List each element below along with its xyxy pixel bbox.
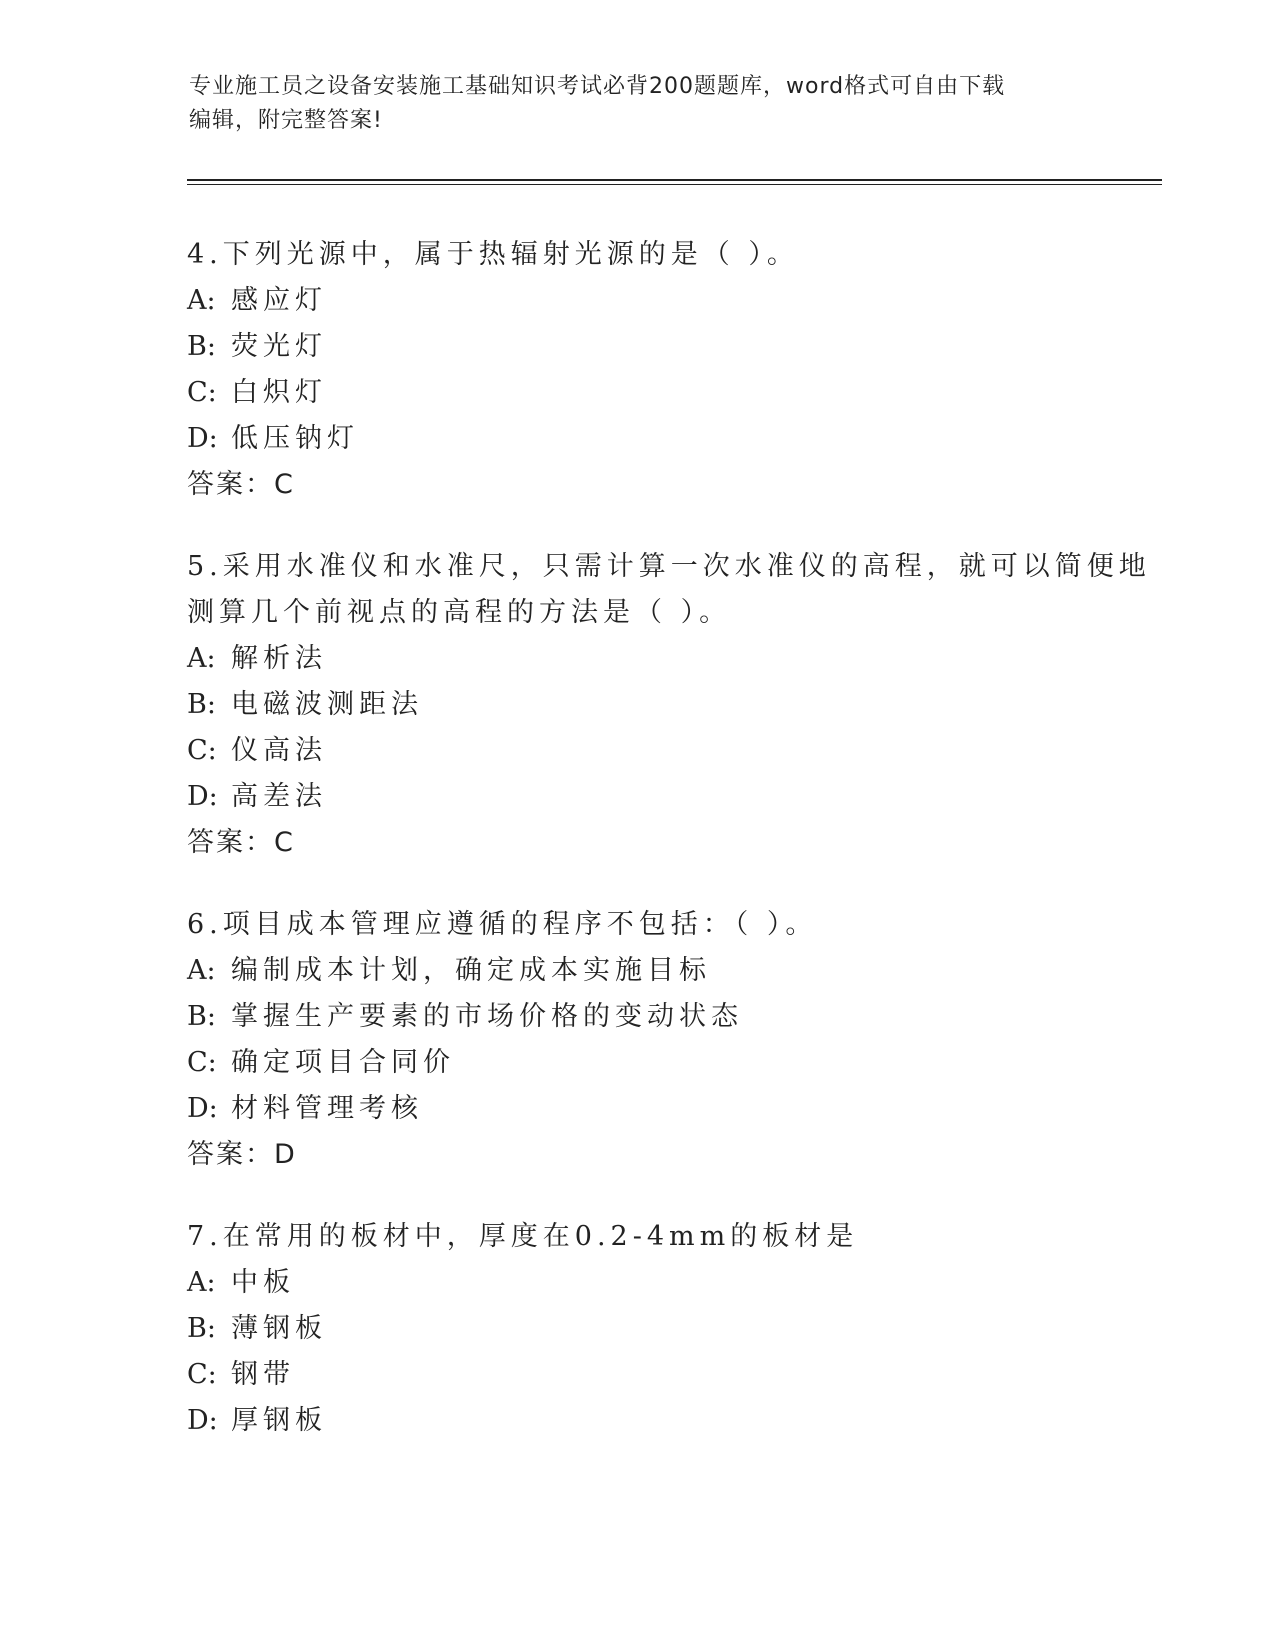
option-text: 解析法 (231, 643, 327, 674)
option-a (187, 948, 1087, 994)
question-4 (187, 232, 1087, 508)
option-letter: A: (187, 1267, 216, 1298)
option-a (187, 278, 1087, 324)
option-b (187, 1306, 1087, 1352)
option-letter: C: (187, 377, 217, 408)
option-letter: A: (187, 955, 216, 986)
answer-line: 答案：D (187, 1139, 297, 1170)
question-5 (187, 544, 1151, 866)
option-letter: D: (187, 1405, 218, 1436)
question-6 (187, 902, 1087, 1178)
answer-line: 答案：C (187, 827, 295, 858)
question-stem (187, 1214, 1087, 1260)
header-divider-top (187, 179, 1162, 181)
option-c (187, 728, 1087, 774)
option-d (187, 1398, 1087, 1444)
option-b (187, 324, 1087, 370)
option-letter: D: (187, 423, 218, 454)
question-stem-line: 7.在常用的板材中，厚度在0.2-4mm的板材是 (187, 1221, 859, 1252)
answer-line: 答案：C (187, 469, 295, 500)
option-text: 厚钢板 (231, 1405, 327, 1436)
question-list (187, 232, 1151, 1480)
option-d (187, 774, 1087, 820)
document-header (189, 70, 1089, 138)
question-7 (187, 1214, 1087, 1444)
question-stem-line: 4.下列光源中，属于热辐射光源的是（ ）。 (187, 239, 799, 270)
option-letter: D: (187, 781, 218, 812)
option-c (187, 1352, 1087, 1398)
option-text: 白炽灯 (231, 377, 327, 408)
option-letter: C: (187, 1359, 217, 1390)
option-letter: B: (187, 1313, 216, 1344)
option-letter: C: (187, 735, 217, 766)
option-c (187, 1040, 1087, 1086)
option-text: 低压钠灯 (231, 423, 359, 454)
option-letter: C: (187, 1047, 217, 1078)
option-text: 荧光灯 (231, 331, 327, 362)
option-text: 中板 (231, 1267, 295, 1298)
header-divider-bottom (187, 184, 1162, 185)
option-text: 感应灯 (231, 285, 327, 316)
option-letter: B: (187, 1001, 216, 1032)
option-text: 钢带 (231, 1359, 295, 1390)
option-a (187, 1260, 1087, 1306)
option-text: 材料管理考核 (231, 1093, 423, 1124)
option-text: 确定项目合同价 (231, 1047, 455, 1078)
option-letter: A: (187, 285, 216, 316)
option-text: 薄钢板 (231, 1313, 327, 1344)
question-stem-line: 6.项目成本管理应遵循的程序不包括：（ ）。 (187, 909, 818, 940)
option-letter: B: (187, 331, 216, 362)
option-letter: D: (187, 1093, 218, 1124)
option-b (187, 682, 1087, 728)
option-text: 掌握生产要素的市场价格的变动状态 (231, 1001, 743, 1032)
option-c (187, 370, 1087, 416)
header-line-1: 专业施工员之设备安装施工基础知识考试必背200题题库，word格式可自由下载 (189, 74, 1006, 99)
option-text: 高差法 (231, 781, 327, 812)
question-stem (187, 902, 1087, 948)
option-b (187, 994, 1087, 1040)
option-letter: B: (187, 689, 216, 720)
option-d (187, 416, 1087, 462)
question-stem (187, 544, 1151, 636)
question-stem (187, 232, 1087, 278)
header-line-2: 编辑，附完整答案! (189, 108, 383, 133)
question-stem-line: 5.采用水准仪和水准尺，只需计算一次水准仪的高程，就可以简便地 (187, 551, 1151, 582)
option-text: 仪高法 (231, 735, 327, 766)
option-text: 电磁波测距法 (231, 689, 423, 720)
option-text: 编制成本计划，确定成本实施目标 (231, 955, 711, 986)
option-letter: A: (187, 643, 216, 674)
option-d (187, 1086, 1087, 1132)
option-a (187, 636, 1087, 682)
question-stem-line: 测算几个前视点的高程的方法是（ ）。 (187, 597, 732, 628)
